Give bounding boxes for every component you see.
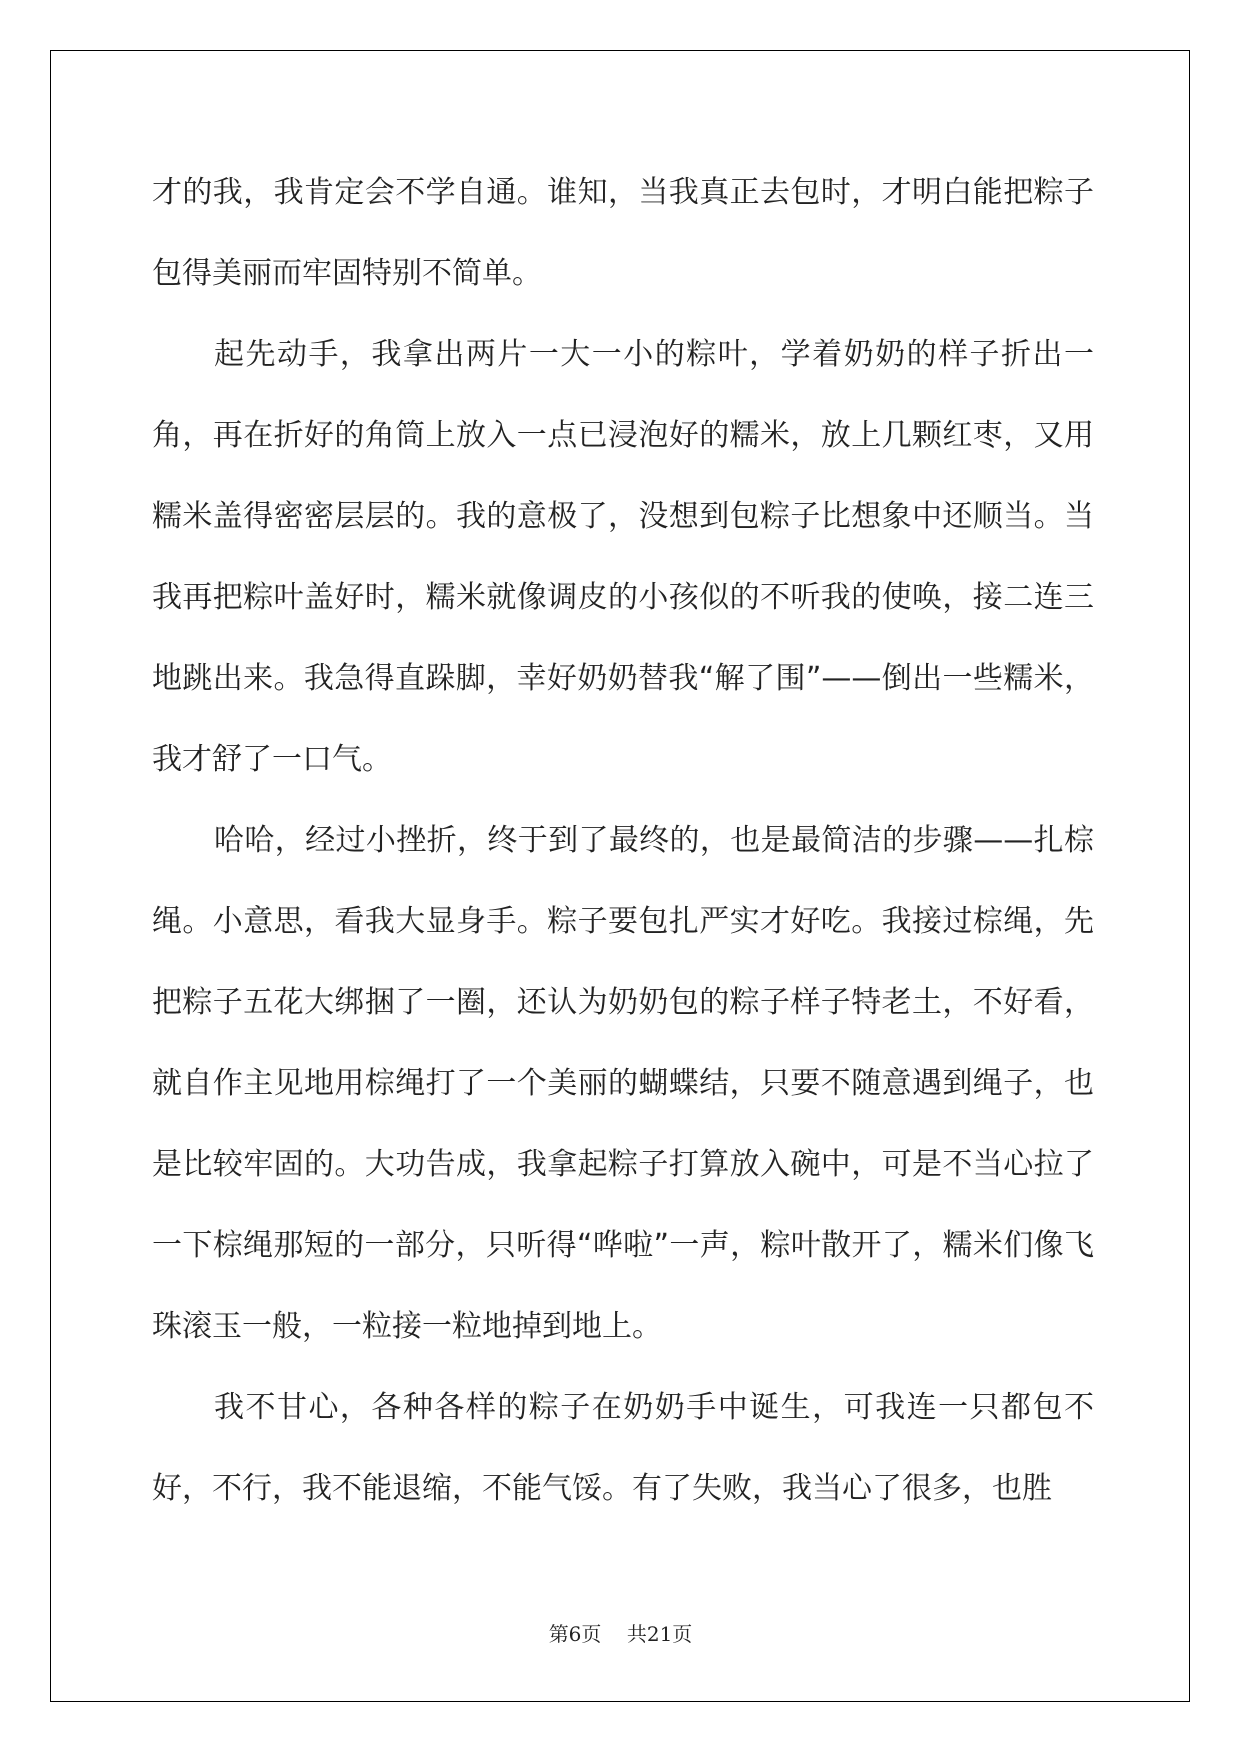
paragraph-1: 才的我，我肯定会不学自通。谁知，当我真正去包时，才明白能把粽子包得美丽而牢固特别不简单。	[152, 175, 1094, 291]
paragraph-3: 哈哈，经过小挫折，终于到了最终的，也是最简洁的步骤——扎棕绳。小意思，看我大显身手。粽子要包扎严实才好吃。我接过棕绳，先把粽子五花大绑捆了一圈，还认为奶奶包的粽子样子特老土，不好看，就自作主见地用棕绳打了一个美丽的蝴蝶结，只要不随意遇到绳子，也是比较牢固的。大功告成，我拿起粽子打算放入碗中，可是不当心拉了一下棕绳那短的一部分，只听得“哗啦”一声，粽叶散开了，糯米们像飞珠滚玉一般，一粒接一粒地掉到地上。	[152, 823, 1094, 1344]
paragraph-2: 起先动手，我拿出两片一大一小的粽叶，学着奶奶的样子折出一角，再在折好的角筒上放入一点已浸泡好的糯米，放上几颗红枣，又用糯米盖得密密层层的。我的意极了，没想到包粽子比想象中还顺当。当我再把粽叶盖好时，糯米就像调皮的小孩似的不听我的使唤，接二连三地跳出来。我急得直跺脚，幸好奶奶替我“解了围”——倒出一些糯米，我才舒了一口气。	[152, 337, 1094, 777]
paragraph-4: 我不甘心，各种各样的粽子在奶奶手中诞生，可我连一只都包不好，不行，我不能退缩，不能气馁。有了失败，我当心了很多，也胜	[152, 1390, 1094, 1506]
page-number-footer: 第6页 共21页	[548, 1622, 693, 1646]
document-body	[152, 152, 1094, 1529]
